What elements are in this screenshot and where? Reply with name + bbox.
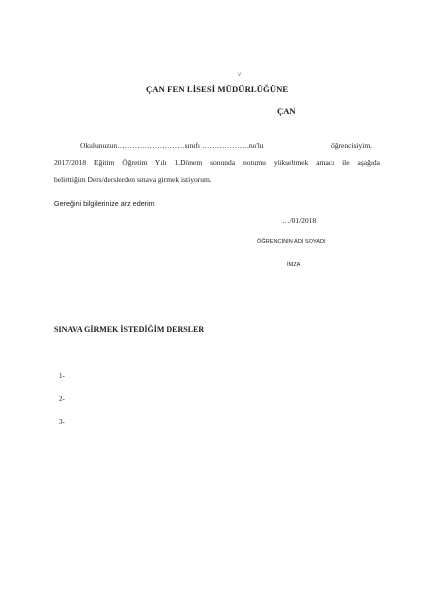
student-name-label: ÖĞRENCİNİN ADI SOYADI: [257, 239, 326, 245]
paragraph-line2: 2017/2018 Eğitim Öğretim Yılı 1.Dönem sonunda notumu yükseltmek amacı ile aşağıda: [54, 158, 380, 167]
section-title: SINAVA GİRMEK İSTEDİĞİM DERSLER: [54, 325, 205, 334]
date-field: …/01/2018: [282, 216, 317, 225]
paragraph-line1-student: öğrencisiyim.: [331, 141, 373, 150]
signature-label: İMZA: [287, 262, 301, 268]
course-item-1: 1-: [59, 372, 65, 380]
scan-mark: v: [238, 72, 241, 78]
request-text: Gereğini bilgilerinize arz ederim: [54, 199, 155, 208]
paragraph-line1-number: ……………….no'lu: [202, 141, 264, 150]
paragraph-line1-school: Okulunuzun………………………sınıfı: [80, 141, 200, 150]
document-title: ÇAN FEN LİSESİ MÜDÜRLÜĞÜNE: [146, 84, 289, 94]
paragraph-line3: belirttiğim Ders/derslerden sınava girmek istiyorum.: [54, 175, 212, 184]
course-item-2: 2-: [59, 395, 65, 403]
course-item-3: 3-: [59, 418, 65, 426]
city-name: ÇAN: [277, 106, 296, 116]
